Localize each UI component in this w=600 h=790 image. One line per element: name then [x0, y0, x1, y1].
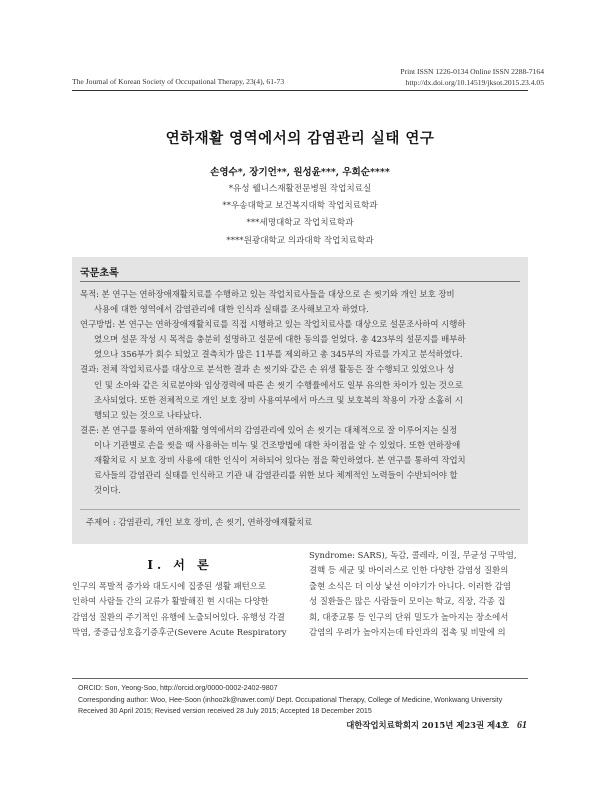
keywords: 주제어 : 감염관리, 개인 보호 장비, 손 씻기, 연하장애재활치료	[86, 517, 313, 527]
body-text-line: 감염성 질환의 주기적인 유행에 노출되어있다. 유행성 각결	[72, 611, 285, 622]
abstract-line: 행되고 있는 것으로 나타났다.	[94, 409, 202, 420]
corresponding-author-note: Corresponding author: Woo, Hee-Soon (inhoo2k@naver.com)/ Dept. Occupational Therapy, College of Medicine, Wonkwang University	[78, 695, 503, 704]
abstract-line: 재활치료 시 보호 장비 사용에 대한 인식이 저하되어 있다는 점을 확인하였다. 본 연구를 통하여 작업치	[94, 455, 466, 466]
keywords-divider	[80, 509, 520, 510]
affiliation-item: ***세명대학교 작업치료학과	[246, 218, 354, 229]
affiliation-list	[0, 181, 600, 250]
footnote-rule	[72, 678, 528, 679]
abstract-line: 조사되었다. 또한 전체적으로 개인 보호 장비 사용여부에서 마스크 및 보호복의 착용이 가장 소홀히 시	[94, 394, 463, 405]
abstract-line: 사용에 대한 영역에서 감염관리에 대한 인식과 실태를 조사해보고자 하였다.	[94, 304, 369, 315]
section-heading-introduction: Ⅰ. 서 론	[147, 558, 213, 572]
journal-citation: The Journal of Korean Society of Occupational Therapy, 23(4), 61-73	[72, 77, 285, 86]
abstract-line: 료사들의 감염관리 실태를 인식하고 기관 내 감염관리를 위한 보다 체계적인 노력들이 수반되어야 할	[94, 470, 458, 481]
abstract-divider	[80, 281, 520, 282]
body-text-line: 성 질환들은 많은 사람들이 모이는 학교, 직장, 각종 집	[309, 596, 506, 607]
orcid-note: ORCID: Son, Yeong-Soo, http://orcid.org/0000-0002-2402-9807	[78, 684, 278, 692]
abstract-line: 인 및 소아와 같은 치료분야와 임상경력에 따른 손 씻기 수행률에서도 일부 유의한 차이가 있는 것으로	[94, 379, 463, 390]
doi-text[interactable]: http://dx.doi.org/10.14519/jksot.2015.23.4.05	[405, 78, 544, 87]
body-text-line: Syndrome: SARS), 독감, 콜레라, 이질, 무균성 구막염,	[309, 550, 517, 560]
footer-journal-volume: 대한작업치료학회지 2015년 제23권 제4호	[346, 720, 509, 730]
body-text-line: 인구의 폭발적 증가와 대도시에 집중된 생활 패턴으로	[72, 581, 266, 591]
abstract-line: 결론: 본 연구를 통하여 연하재활 영역에서의 감염관리에 있어 손 씻기는 대체적으로 잘 이루어지는 실정	[80, 424, 458, 435]
body-text-line: 결핵 등 세균 및 바이러스로 인한 다양한 감염성 질환의	[309, 565, 509, 576]
body-text-line: 감염의 우려가 높아지는데 타인과의 접촉 및 비말에 의	[309, 626, 506, 637]
footnotes	[78, 683, 502, 718]
abstract-line: 목적: 본 연구는 연하장애재활치료를 수행하고 있는 작업치료사들을 대상으로 손 씻기와 개인 보호 장비	[80, 289, 455, 299]
affiliation-item: **우송대학교 보건복지대학 작업치료학과	[222, 201, 378, 212]
header-rule	[72, 90, 528, 91]
abstract-line: 이나 기관별로 손을 씻을 때 사용하는 비누 및 건조방법에 대한 차이점을 알 수 있었다. 또한 연하장애	[94, 439, 461, 450]
header-issn-doi	[400, 66, 544, 88]
abstract-line: 였으나 356부가 회수 되었고 결측치가 많은 11부를 제외하고 총 345부의 자료를 가지고 분석하였다.	[94, 349, 463, 360]
abstract-body	[80, 287, 520, 498]
affiliation-item: ****원광대학교 의과대학 작업치료학과	[226, 235, 374, 246]
affiliation-item: *유성 웰니스재활전문병원 작업치료실	[228, 184, 372, 194]
received-dates-note: Received 30 April 2015; Revised version received 28 July 2015; Accepted 18 December 2015	[78, 707, 372, 716]
paper-title: 연하재활 영역에서의 감염관리 실태 연구	[165, 130, 435, 147]
page-footer	[346, 719, 527, 731]
abstract-line: 연구방법: 본 연구는 연하장애재활치료를 직접 시행하고 있는 작업치료사를 대상으로 설문조사하여 시행하	[80, 319, 466, 330]
abstract-line: 것이다.	[94, 485, 121, 496]
body-text-line: 출현 소식은 더 이상 낯선 이야기가 아니다. 이러한 감염	[309, 580, 511, 591]
body-column-right	[309, 548, 529, 640]
body-text-line: 회, 대중교통 등 인구의 단위 밀도가 높아지는 장소에서	[309, 611, 509, 622]
abstract-line: 결과: 전체 작업치료사를 대상으로 분석한 결과 손 씻기와 같은 손 위생 활동은 잘 수행되고 있었으나 성	[80, 364, 455, 375]
author-list: 손영수*, 장기언**, 원성윤***, 우희순****	[210, 167, 390, 178]
abstract-line: 였으며 설문 작성 시 목적을 충분히 설명하고 설문에 대한 동의를 얻었다. 총 423부의 설문지를 배부하	[94, 334, 466, 345]
issn-text: Print ISSN 1226-0134 Online ISSN 2288-7164	[400, 67, 544, 76]
abstract-heading: 국문초록	[80, 268, 119, 279]
body-text-line: 인하여 사람들 간의 교류가 활발해진 현 시대는 다양한	[72, 596, 269, 607]
page-number: 61	[517, 720, 527, 731]
body-text-line: 막염, 중증급성호흡기증후군(Severe Acute Respiratory	[72, 627, 287, 638]
body-column-left	[72, 579, 292, 641]
